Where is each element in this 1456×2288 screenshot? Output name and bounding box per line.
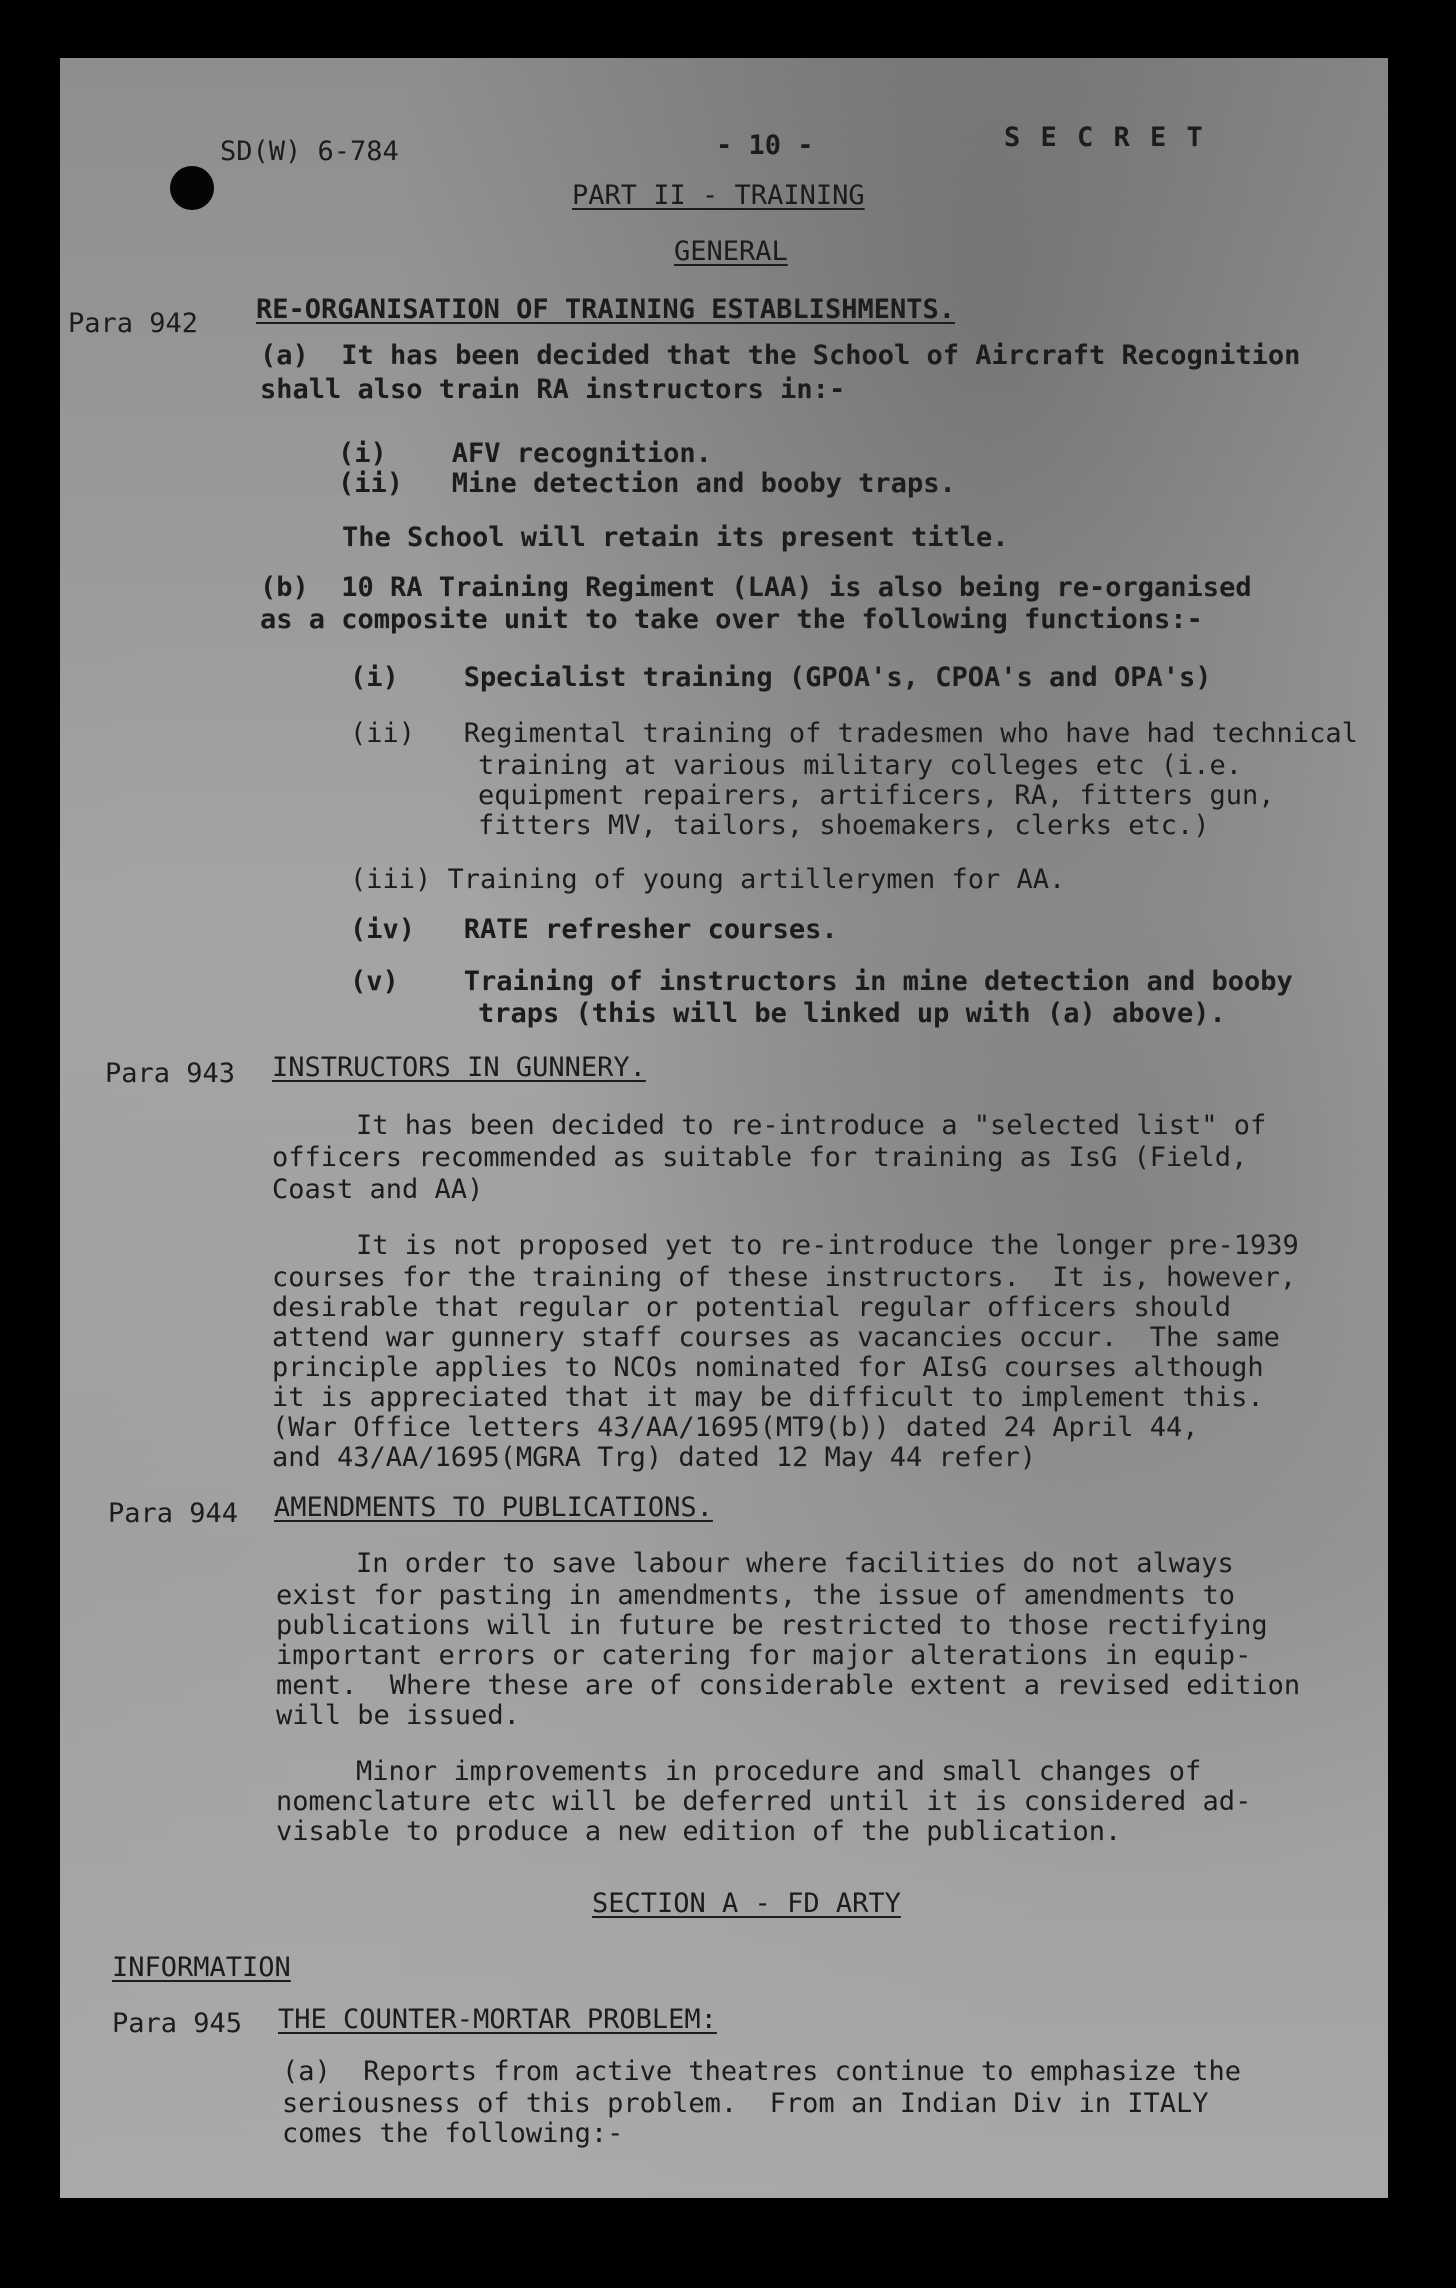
para-942-a-line2: shall also train RA instructors in:-: [260, 374, 846, 405]
document-page: [60, 58, 1388, 2198]
para-943-label: Para 943: [105, 1058, 236, 1089]
para-943-p1-line1: It has been decided to re-introduce a "selected list" of: [356, 1110, 1267, 1141]
para-944-p1-line1: In order to save labour where facilities do not always: [356, 1548, 1234, 1579]
para-942-heading: RE-ORGANISATION OF TRAINING ESTABLISHMENTS.: [256, 294, 955, 325]
para-942-b-item-iii: (iii) Training of young artillerymen for AA.: [350, 864, 1066, 895]
para-943-p2-line6: it is appreciated that it may be difficult to implement this.: [272, 1382, 1264, 1413]
para-942-b-item-iv: (iv) RATE refresher courses.: [350, 914, 838, 945]
classification-marking: S E C R E T: [1004, 122, 1205, 153]
para-944-label: Para 944: [108, 1498, 239, 1529]
para-944-p2-line2: nomenclature etc will be deferred until it is considered ad-: [276, 1786, 1252, 1817]
para-944-p2-line1: Minor improvements in procedure and small changes of: [356, 1756, 1202, 1787]
page-number: - 10 -: [716, 130, 814, 161]
para-942-a-item-ii: (ii) Mine detection and booby traps.: [338, 468, 956, 499]
para-944-p1-line4: important errors or catering for major alterations in equip-: [276, 1640, 1252, 1671]
para-942-b-item-v-1: (v) Training of instructors in mine detection and booby: [350, 966, 1293, 997]
para-942-a-note: The School will retain its present title.: [342, 522, 1009, 553]
information-heading: INFORMATION: [112, 1952, 291, 1983]
para-943-p2-line8: and 43/AA/1695(MGRA Trg) dated 12 May 44 refer): [272, 1442, 1037, 1473]
para-942-b-item-ii-1: (ii) Regimental training of tradesmen who have had technical: [350, 718, 1358, 749]
punch-hole: [170, 166, 214, 210]
para-945-label: Para 945: [112, 2008, 243, 2039]
para-944-p1-line5: ment. Where these are of considerable extent a revised edition: [276, 1670, 1301, 1701]
para-944-p1-line6: will be issued.: [276, 1700, 520, 1731]
para-945-heading: THE COUNTER-MORTAR PROBLEM:: [278, 2004, 717, 2035]
para-942-b-line2: as a composite unit to take over the following functions:-: [260, 604, 1203, 635]
para-942-b-line1: (b) 10 RA Training Regiment (LAA) is also being re-organised: [260, 572, 1252, 603]
para-945-a-line2: seriousness of this problem. From an Indian Div in ITALY: [282, 2088, 1209, 2119]
para-942-b-item-ii-3: equipment repairers, artificers, RA, fitters gun,: [478, 780, 1275, 811]
para-945-a-line1: (a) Reports from active theatres continue to emphasize the: [282, 2056, 1242, 2087]
para-944-p1-line2: exist for pasting in amendments, the issue of amendments to: [276, 1580, 1236, 1611]
para-942-b-item-ii-4: fitters MV, tailors, shoemakers, clerks etc.): [478, 810, 1210, 841]
para-944-p1-line3: publications will in future be restricted to those rectifying: [276, 1610, 1268, 1641]
section-a-title: SECTION A - FD ARTY: [592, 1888, 901, 1919]
para-944-p2-line3: visable to produce a new edition of the publication.: [276, 1816, 1122, 1847]
para-942-b-item-v-2: traps (this will be linked up with (a) above).: [478, 998, 1226, 1029]
para-944-heading: AMENDMENTS TO PUBLICATIONS.: [274, 1492, 713, 1523]
document-reference: SD(W) 6-784: [220, 136, 399, 167]
para-943-p1-line3: Coast and AA): [272, 1174, 484, 1205]
para-942-b-item-ii-2: training at various military colleges etc (i.e.: [478, 750, 1243, 781]
para-942-label: Para 942: [68, 308, 199, 339]
para-943-p2-line2: courses for the training of these instructors. It is, however,: [272, 1262, 1297, 1293]
para-943-p2-line1: It is not proposed yet to re-introduce the longer pre-1939: [356, 1230, 1299, 1261]
part-title: PART II - TRAINING: [572, 180, 865, 211]
general-title: GENERAL: [674, 236, 788, 267]
para-945-a-line3: comes the following:-: [282, 2118, 624, 2149]
para-943-p1-line2: officers recommended as suitable for training as IsG (Field,: [272, 1142, 1248, 1173]
para-943-p2-line7: (War Office letters 43/AA/1695(MT9(b)) dated 24 April 44,: [272, 1412, 1199, 1443]
para-943-p2-line5: principle applies to NCOs nominated for AIsG courses although: [272, 1352, 1264, 1383]
para-943-p2-line3: desirable that regular or potential regular officers should: [272, 1292, 1232, 1323]
para-942-a-item-i: (i) AFV recognition.: [338, 438, 712, 469]
para-942-b-item-i: (i) Specialist training (GPOA's, CPOA's and OPA's): [350, 662, 1212, 693]
para-942-a-line1: (a) It has been decided that the School of Aircraft Recognition: [260, 340, 1301, 371]
para-943-heading: INSTRUCTORS IN GUNNERY.: [272, 1052, 646, 1083]
para-943-p2-line4: attend war gunnery staff courses as vacancies occur. The same: [272, 1322, 1280, 1353]
